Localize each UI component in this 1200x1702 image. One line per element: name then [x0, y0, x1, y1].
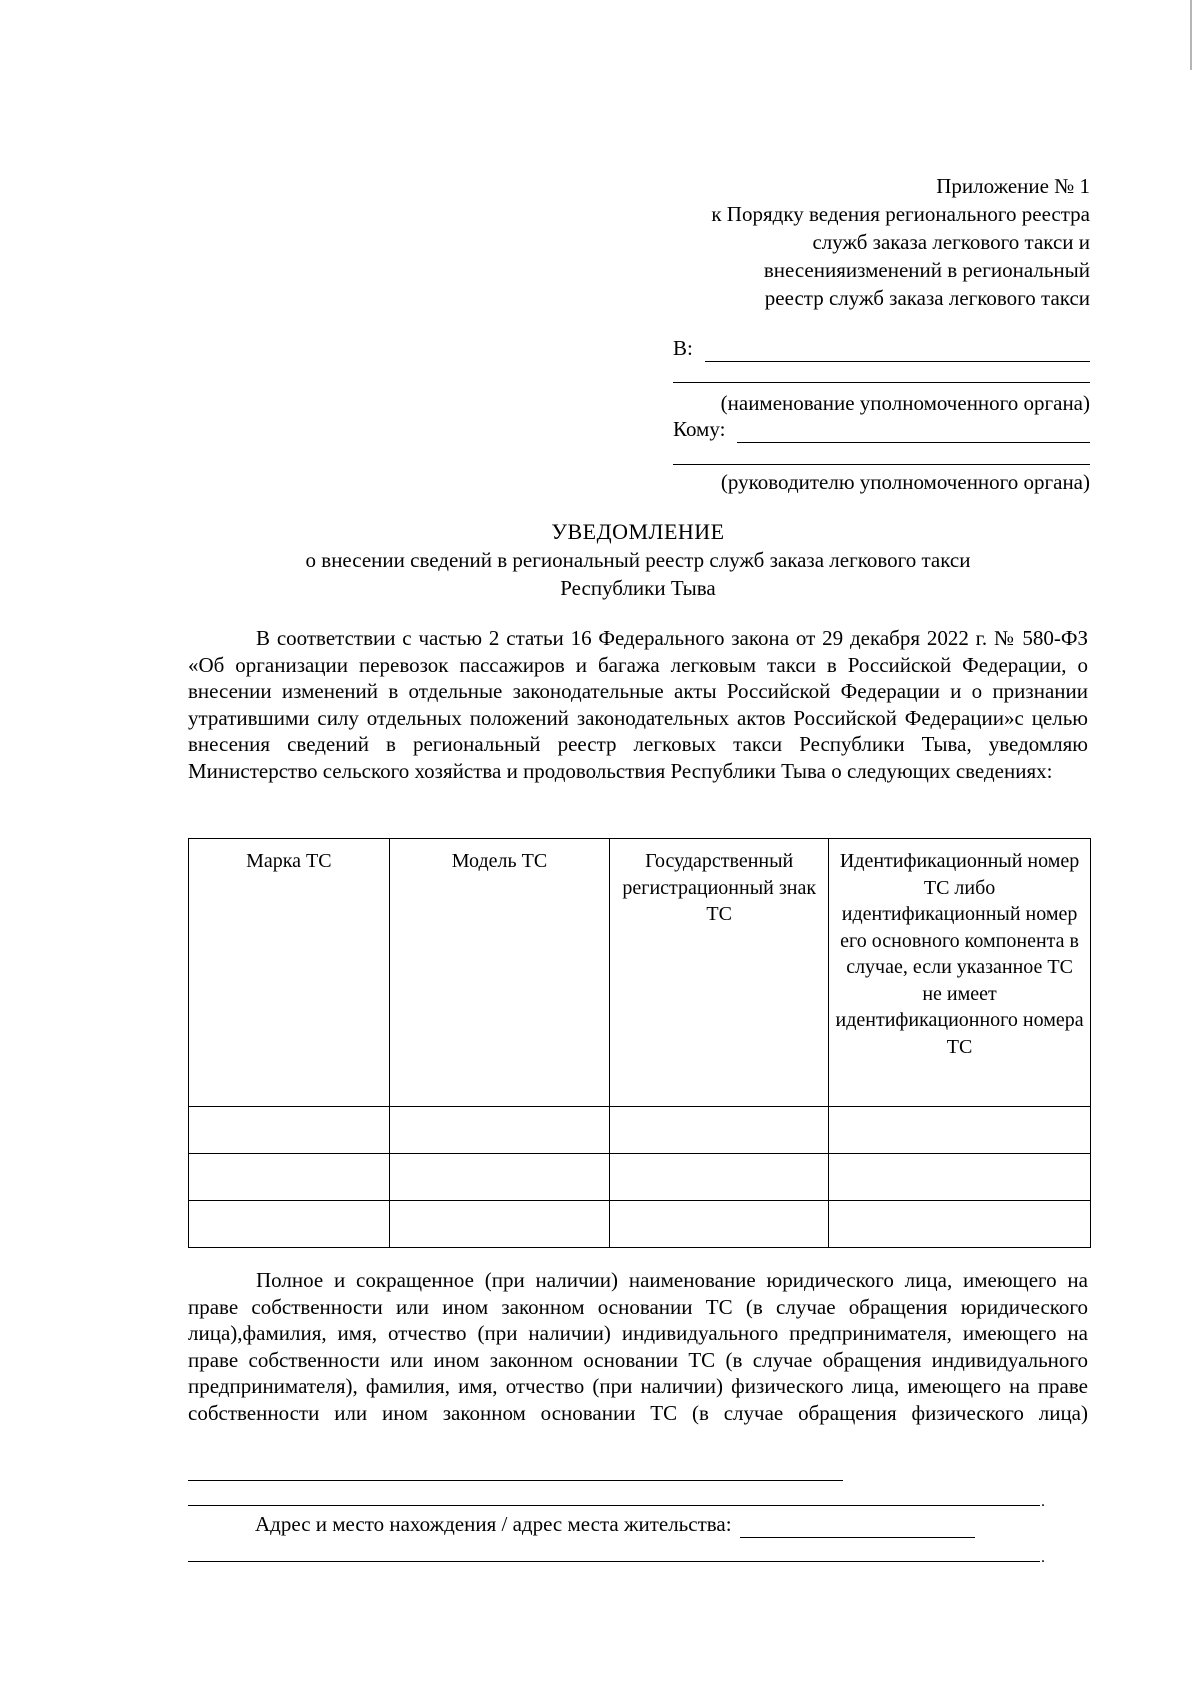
to-second-line[interactable]	[673, 382, 1090, 383]
owner-fill-line-2[interactable]	[188, 1505, 1040, 1506]
to-caption-block	[673, 389, 1090, 417]
whom-second-line[interactable]	[673, 464, 1090, 465]
appendix-line: внесенияизменений в региональный	[763, 258, 1090, 282]
address-field[interactable]	[255, 1510, 1015, 1538]
scan-edge-mark	[1190, 0, 1192, 70]
table-cell[interactable]	[189, 1154, 390, 1201]
to-label: В:	[673, 336, 693, 360]
table-cell[interactable]	[829, 1201, 1091, 1248]
whom-caption-block	[673, 468, 1090, 496]
header-vin: Идентификационный номер ТС либо идентификационный номер его основного компонента в случае, если указанное ТС не имеет идентификационного номера ТС	[829, 839, 1091, 1107]
appendix-line: служб заказа легкового такси и	[812, 230, 1090, 254]
table-cell[interactable]	[829, 1154, 1091, 1201]
notice-title	[188, 518, 1088, 602]
table-cell[interactable]	[189, 1201, 390, 1248]
owner-end-mark: .	[1041, 1493, 1045, 1510]
whom-caption: (руководителю уполномоченного органа)	[720, 470, 1090, 494]
header-reg-plate: Государственный регистрационный знак ТС	[610, 839, 829, 1107]
address-label: Адрес и место нахождения / адрес места жительства:	[255, 1512, 732, 1536]
to-caption: (наименование уполномоченного органа)	[720, 391, 1090, 415]
appendix-line: Приложение № 1	[936, 174, 1090, 198]
table-cell[interactable]	[610, 1154, 829, 1201]
table-cell[interactable]	[829, 1107, 1091, 1154]
table-header-row	[189, 839, 1091, 1107]
address-input-line[interactable]	[740, 1517, 975, 1538]
appendix-line: реестр служб заказа легкового такси	[764, 286, 1090, 310]
notice-subtitle-line2: Республики Тыва	[560, 576, 716, 600]
appendix-header	[640, 172, 1090, 312]
whom-label: Кому:	[673, 417, 726, 441]
whom-field[interactable]	[673, 415, 1090, 443]
to-input-line[interactable]	[705, 341, 1090, 362]
table-cell[interactable]	[610, 1201, 829, 1248]
appendix-line: к Порядку ведения регионального реестра	[711, 202, 1090, 226]
address-fill-line[interactable]	[188, 1561, 1040, 1562]
whom-input-line[interactable]	[737, 422, 1090, 443]
table-cell[interactable]	[389, 1154, 610, 1201]
notice-heading: УВЕДОМЛЕНИЕ	[551, 519, 725, 544]
table-cell[interactable]	[389, 1201, 610, 1248]
table-row	[189, 1154, 1091, 1201]
owner-paragraph: Полное и сокращенное (при наличии) наименование юридического лица, имеющего на праве собственности или ином законном основании ТС (в случае обращения юридического лица),фамилия, имя, отчество (при наличии) индивидуального предпринимателя, имеющего на праве собственности или ином законном основании ТС (в случае обращения индивидуального предпринимателя), фамилия, имя, отчество (при наличии) физического лица, имеющего на праве собственности или ином законном основании ТС (в случае обращения физического лица)	[188, 1268, 1088, 1425]
table-cell[interactable]	[389, 1107, 610, 1154]
address-end-mark: .	[1041, 1549, 1045, 1566]
table-cell[interactable]	[610, 1107, 829, 1154]
header-model: Модель ТС	[389, 839, 610, 1107]
notice-subtitle-line1: о внесении сведений в региональный реестр служб заказа легкового такси	[305, 548, 971, 572]
header-make: Марка ТС	[189, 839, 390, 1107]
table-row	[189, 1107, 1091, 1154]
table-cell[interactable]	[189, 1107, 390, 1154]
to-field[interactable]	[673, 334, 1090, 362]
table-row	[189, 1201, 1091, 1248]
vehicle-table	[188, 838, 1091, 1248]
owner-fill-line-1[interactable]	[188, 1480, 843, 1481]
intro-paragraph: В соответствии с частью 2 статьи 16 Федерального закона от 29 декабря 2022 г. № 580-ФЗ «Об организации перевозок пассажиров и багажа легковым такси в Российской Федерации, о внесении изменений в отдельные законодательные акты Российской Федерации и о признании утратившими силу отдельных положений законодательных актов Российской Федерации»с целью внесения сведений в региональный реестр легковых такси Республики Тыва, уведомляю Министерство сельского хозяйства и продовольствия Республики Тыва о следующих сведениях:	[188, 626, 1088, 783]
